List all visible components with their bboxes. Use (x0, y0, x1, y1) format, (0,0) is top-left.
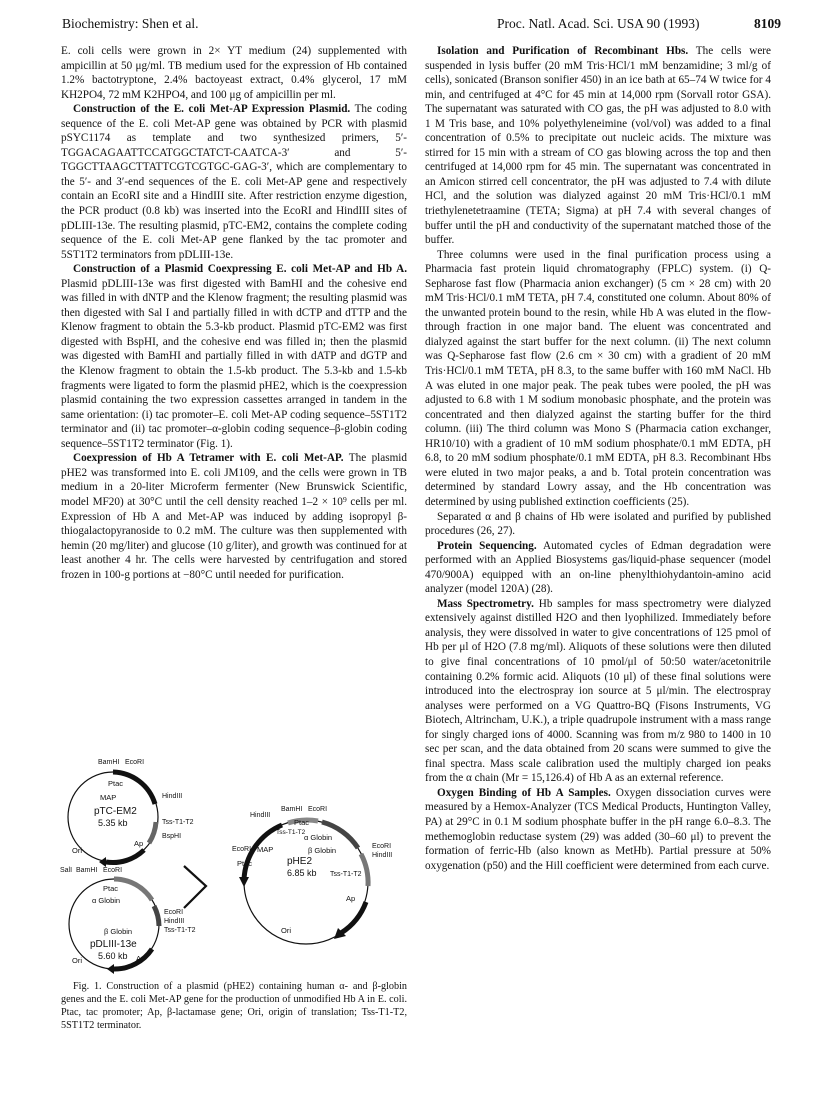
plasmid-size: 5.60 kb (98, 951, 128, 961)
label-ori: Ori (281, 926, 291, 935)
label-ptac: Ptac (108, 779, 124, 788)
map-gene-arc (113, 772, 155, 804)
label-ecori: EcoRI (125, 759, 145, 766)
section-plasmid-coexpression (61, 262, 407, 451)
page-number: 8109 (754, 16, 781, 31)
plasmid-size: 5.35 kb (98, 818, 128, 828)
label-bamhi: BamHI (76, 867, 98, 874)
label-hindiii: HindIII (372, 852, 393, 859)
column-right (425, 44, 771, 873)
section-heading: Construction of a Plasmid Coexpressing E. coli Met-AP and Hb A. (73, 263, 407, 276)
section-protein-sequencing (425, 539, 771, 597)
section-metap-expression (61, 102, 407, 262)
terminator-arc (361, 854, 368, 886)
section-body: Plasmid pDLIII-13e was first digested with BamHI and the cohesive end was filled in with dNTP and the Klenow fragment; the resulting plasmid was then digested with Sal I and partially filled in with dCTP and dTTP and the Klenow fragment to obtain the 5.3-kb product. Plasmid pTC-EM2 was first digested with BspHI, and the cohesive end was filled in; then the plasmid was digested with BamHI and partially filled in with dATP and dGTP and the Klenow fragment to obtain the 1.5-kb product. The 5.3-kb and 1.5-kb fragments were ligated to form the plasmid pHE2, which is the coexpression plasmid containing the two expression cassettes arranged in tandem in the same orientation: (i) tac promoter–E. coli Met-AP coding sequence–5ST1T2 terminator and (ii) tac promoter–α-globin coding sequence–β-globin coding sequence–5ST1T2 terminator (Fig. 1). (61, 277, 407, 450)
label-bamhi: BamHI (281, 806, 303, 813)
label-beta-globin: β Globin (104, 927, 133, 936)
section-body: The cells were suspended in lysis buffer (20 mM Tris·HCl/1 mM benzamidine; 3 ml/g of cells), sonicated (Branson sonifier 450) in an ice bath at 65–74 W twice for 4 min, and centrifuged at 4°C for 45 min at 14,000 rpm (Sorvall rotor GSA). The supernatant was saturated with CO gas, the pH was adjusted to 8.0 with 1 M Tris base, and 10% polyethyleneimine (vol/vol) was added to a final concentration of 0.5% to precipitate out nucleic acids. The mixture was stirred for 15 min with a stream of CO gas blowing across the top and then centrifuged at 14,000 rpm for 45 min. The supernatant was concentrated in an Amicon stirred cell concentrator, the pH was adjusted to 7.4 with dilute HCl, and the solution was dialyzed against 20 mM Tris·HCl/0.1 mM triethylenetetraamine (TETA; Sigma) at pH 7.4 with several changes of buffer until the pH and conductivity of the supernatant matched those of the buffer. (425, 45, 771, 247)
label-ori: Ori (72, 956, 82, 965)
section-heading: Protein Sequencing. (437, 539, 537, 552)
paragraph-media: E. coli cells were grown in 2× YT medium (24) supplemented with ampicillin at 50 μg/ml. TB medium used for the expression of Hb contained 1.2% bactotryptone, 2.4% bactoyeast extract, 0.4% glycerol, 17 mM KH2PO4, 72 mM K2HPO4, and 100 μg of ampicillin per ml. (61, 45, 407, 101)
label-ptac: Ptac (237, 859, 253, 868)
plasmid-name: pTC-EM2 (94, 806, 137, 817)
label-ptac: Ptac (294, 818, 310, 827)
label-terminator: Tss-T1-T2 (162, 819, 194, 826)
label-ap: Ap (346, 894, 356, 903)
label-ecori: EcoRI (308, 806, 328, 813)
running-head-journal: Biochemistry: Shen et al. (62, 16, 199, 31)
section-body: Hb samples for mass spectrometry were dialyzed extensively against distilled H2O and then lyophilized. Immediately before analysis, they were dissolved in water to give concentrations of 125 pmol of Hb per μl of H2O (7.8 mg/ml). Aliquots of these solutions were then diluted to give final concentrations of 10 pmol/μl of 50:50 water/acetonitrile containing 0.2% formic acid. Aliquots (10 μl) of these final solutions were introduced into the electrospray ion source at 5 μl/min. The electrospray analyses were performed on a VG Quattro-BQ (Fisons Instruments, VG Biotech, Altrincham, U.K.), a triple quadrupole instrument with a mass range for singly charged ions of 4000. Scanning was from m/z 980 to 1400 in 10 sec per scan, and the data obtained from 20 scans were summed to give the final spectra. Mass scale calibration used the multiply charged ion peaks from the α chain (Mr = 15,126.4) of Hb A as an external reference. (425, 597, 771, 785)
plasmid-diagram-svg (56, 756, 412, 978)
figure-caption: Fig. 1. Construction of a plasmid (pHE2) containing human α- and β-globin genes and the E. coli Met-AP gene for the production of unmodified Hb A in E. coli. Ptac, tac promoter; Ap, β-lactamase gene; Ori, origin of translation; Tss-T1-T2, 5ST1T2 terminator. (61, 981, 407, 1031)
label-hindiii: HindIII (250, 812, 271, 819)
section-heading: Mass Spectrometry. (437, 597, 534, 610)
label-ecori: EcoRI (103, 867, 123, 874)
terminator-arc (149, 822, 156, 843)
label-hindiii: HindIII (164, 918, 185, 925)
section-heading: Oxygen Binding of Hb A Samples. (437, 786, 611, 799)
label-ecori: EcoRI (164, 909, 184, 916)
beta-globin-arc (154, 906, 159, 926)
plasmid-name: pDLIII-13e (90, 939, 137, 950)
paragraph-separated-chains: Separated α and β chains of Hb were isolated and purified by published procedures (26, 27). (425, 510, 771, 538)
section-coexpression-tetramer (61, 451, 407, 582)
section-heading: Coexpression of Hb A Tetramer with E. coli Met-AP. (73, 452, 344, 465)
section-mass-spectrometry (425, 597, 771, 786)
section-body: The coding sequence of the E. coli Met-AP gene was obtained by PCR with plasmid pSYC1174 as template and two synthesized primers, 5′-TGGACAGAATTCCATGGCTATCT-CAATCA-3′ and 5′-TGGCTTAAGCTTATTCGTCGTGC-GAG-3′, which are complementary to the 5′- and 3′-end sequences of the E. coli Met-AP gene and respectively contain an EcoRI site and a HindIII site. After restriction enzyme digestion, the PCR product (0.8 kb) was inserted into the EcoRI and HindIII sites of pDLIII-13e. The resulting plasmid, pTC-EM2, contains the complete coding sequence of the E. coli Met-AP gene flanked by the tac promoter and 5ST1T2 terminators from pDLIII-13e. (61, 103, 407, 261)
section-body: The plasmid pHE2 was transformed into E. coli JM109, and the cells were grown in TB medium in a 20-liter Microferm fermenter (New Brunswick Scientific, model MF20) at 30°C until the cell density reached 1–2 × 10⁹ cells per ml. Expression of Hb A and Met-AP was induced by adding isopropyl β-thiogalactopyranoside to 0.2 mM. The culture was then supplemented with hemin (20 mg/liter) and glucose (10 g/liter), and growth was continued for at least another 4 hr. The cells were harvested by centrifugation and stored frozen in 100-g portions at −80°C until needed for purification. (61, 452, 407, 581)
label-ap: Ap (134, 839, 144, 848)
section-body: Oxygen dissociation curves were measured by a Hemox-Analyzer (TCS Medical Products, Huntington Valley, PA) at 29°C in 0.1 M sodium phosphate buffer in the pH range 6.0–8.3. The methemoglobin reductase system (29) was added (30–60 μl) to prevent the formation of ferric-Hb (also known as MetHb). Partial pressure at 50% oxygenation (p50) and the Hill coefficient were determined from each curve. (425, 786, 771, 872)
label-bamhi: BamHI (98, 759, 120, 766)
label-map: MAP (257, 845, 274, 854)
label-map: MAP (100, 793, 117, 802)
plasmid-ptc-em2 (68, 759, 194, 867)
section-oxygen-binding (425, 786, 771, 873)
section-body: Automated cycles of Edman degradation were performed with an Applied Biosystems gas/liquid-phase sequencer (model 470/900A) equipped with an on-line phenylthiohydantoin-amino acid analyzer (model 120A) (28). (425, 539, 771, 596)
label-terminator: Tss-T1-T2 (276, 829, 306, 836)
label-ap: Ap (136, 954, 146, 963)
construction-arrow (184, 866, 206, 908)
plasmid-name: pHE2 (287, 856, 313, 867)
ap-gene-arc (341, 902, 366, 933)
label-ptac: Ptac (103, 884, 119, 893)
label-ecori: EcoRI (372, 843, 392, 850)
label-alpha-globin: α Globin (92, 896, 121, 905)
ap-gene-arc (106, 850, 144, 863)
label-alpha-globin: α Globin (304, 833, 333, 842)
label-ecori: EcoRI (232, 846, 252, 853)
label-beta-globin: β Globin (308, 846, 337, 855)
paragraph-three-columns: Three columns were used in the final purification process using a Pharmacia fast protein liquid chromatography (FPLC) system. (i) Q-Sepharose fast flow (Pharmacia anion exchanger) (5 cm × 28 cm) with 20 mM Tris·HCl/0.1 mM TETA, pH 7.4, constituted one column. About 80% of the unwanted protein bound to the resin, while Hb A was eluted in the flow-through fraction in one major band. The eluent was concentrated and dialyzed against the start buffer for the next column. (ii) The next column was Q-Sepharose fast flow (2.6 cm × 30 cm) with a gradient of 20 mM Tris·HCl/0.1 mM TETA, pH 8.3, to the same buffer with 160 mM NaCl. Hb A was eluted in one major peak. The peak tubes were pooled, the pH was adjusted to 6.8 with 1 M sodium monobasic phosphate, and the protein was concentrated and then dialyzed against the starting buffer for the third column. (iii) The third column was Mono S (Pharmacia cation exchanger, HR10/10) with a gradient of 10 mM sodium phosphate/0.1 mM EDTA, pH 6.8, to 20 mM sodium phosphate/0.1 mM EDTA, pH 8.3. Recombinant Hbs were eluted in two major peaks, a and b. Total protein concentration was determined by standard Lowry assay, and the Hb concentration was determined by using published extinction coefficients (25). (425, 248, 771, 508)
plasmid-phe2 (232, 806, 392, 944)
section-isolation-purification (425, 44, 771, 248)
label-ori: Ori (72, 846, 82, 855)
running-head-citation: Proc. Natl. Acad. Sci. USA 90 (1993) (497, 16, 700, 31)
label-hindiii: HindIII (162, 793, 183, 800)
label-sali: SalI (60, 867, 73, 874)
label-bsphi: BspHI (162, 833, 182, 840)
label-terminator: Tss-T1-T2 (164, 927, 196, 934)
plasmid-size: 6.85 kb (287, 868, 317, 878)
section-heading: Construction of the E. coli Met-AP Expression Plasmid. (73, 103, 351, 116)
column-left (61, 44, 407, 582)
label-terminator: Tss-T1-T2 (330, 871, 362, 878)
plasmid-pdliii-13e (60, 867, 196, 974)
section-heading: Isolation and Purification of Recombinant Hbs. (437, 45, 689, 57)
figure-1-plasmid-diagram (56, 756, 412, 978)
